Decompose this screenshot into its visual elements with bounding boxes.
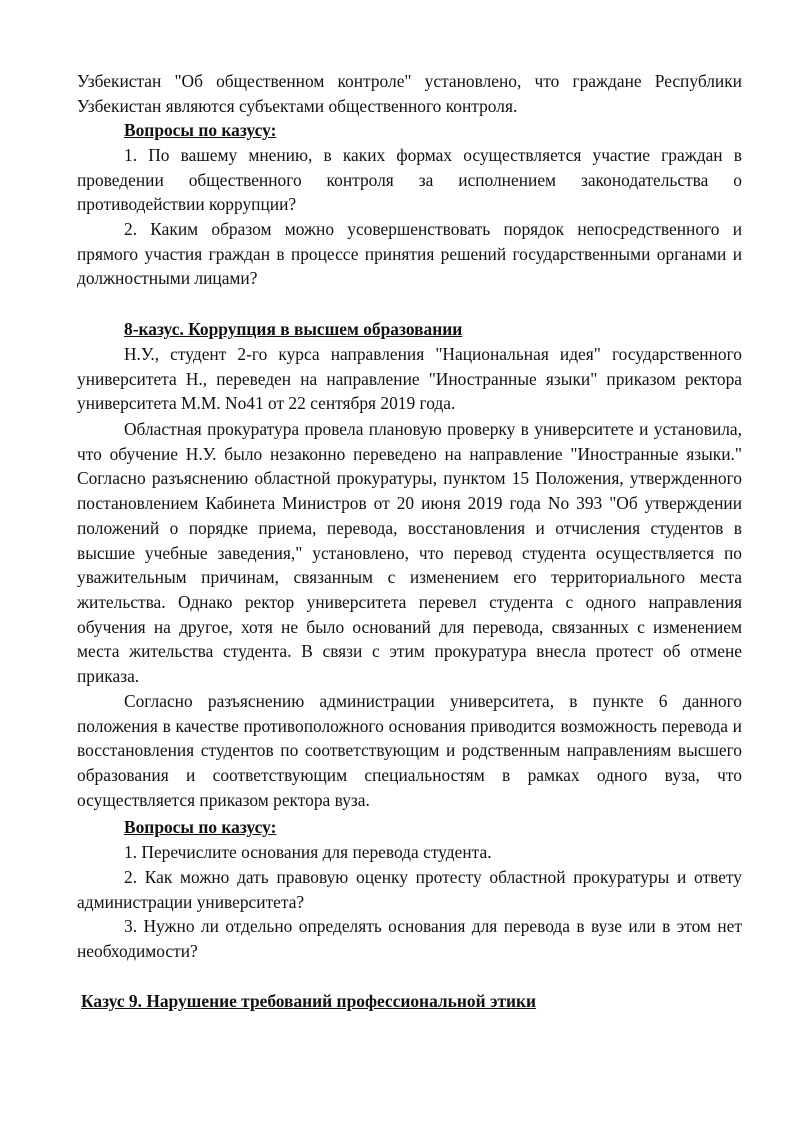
question-item: 1. По вашему мнению, в каких формах осуществляется участие граждан в проведении общественного контроля за исполнением законодательства о противодействии коррупции? <box>77 145 742 215</box>
question-item: 2. Как можно дать правовую оценку протесту областной прокуратуры и ответу администрации университета? <box>77 867 742 912</box>
question-item: 1. Перечислите основания для перевода студента. <box>124 842 492 862</box>
paragraph-continuation: Узбекистан "Об общественном контроле" установлено, что граждане Республики Узбекистан являются субъектами общественного контроля. <box>77 71 742 116</box>
case-8-paragraph: Н.У., студент 2-го курса направления "Национальная идея" государственного университета Н., переведен на направление "Иностранные языки" приказом ректора университета М.М. No41 от 22 сентября 2019 года. <box>77 344 742 414</box>
case-8-paragraph: Согласно разъяснению администрации университета, в пункте 6 данного положения в качестве противоположного основания приводится возможность перевода и восстановления студентов по соответствующим и родственным направлениям высшего образования и соответствующим специальностям в рамках одного вуза, что осуществляется приказом ректора вуза. <box>77 691 742 810</box>
questions-heading: Вопросы по казусу: <box>124 817 277 837</box>
case-8-heading: 8-казус. Коррупция в высшем образовании <box>124 319 463 339</box>
case-8-paragraph: Областная прокуратура провела плановую проверку в университете и установила, что обучение Н.У. было незаконно переведено на направление "Иностранные языки." Согласно разъяснению областной прокуратуры, пунктом 15 Положения, утвержденного постановлением Кабинета Министров от 20 июня 2019 года No 393 "Об утверждении положений о порядке приема, перевода, восстановления и отчисления студентов в высшие учебные заведения," установлено, что перевод студента осуществляется по уважительным причинам, связанным с изменением его территориального места жительства. Однако ректор университета перевел студента с одного направления обучения на другое, хотя не было оснований для перевода, связанных с изменением места жительства студента. В связи с этим прокуратура внесла протест об отмене приказа. <box>77 419 742 687</box>
question-item: 3. Нужно ли отдельно определять основания для перевода в вузе или в этом нет необходимости? <box>77 916 742 961</box>
case-9-heading: Казус 9. Нарушение требований профессиональной этики <box>81 991 537 1011</box>
question-item: 2. Каким образом можно усовершенствовать порядок непосредственного и прямого участия граждан в процессе принятия решений государственными органами и должностными лицами? <box>77 219 742 289</box>
questions-heading: Вопросы по казусу: <box>124 120 277 140</box>
